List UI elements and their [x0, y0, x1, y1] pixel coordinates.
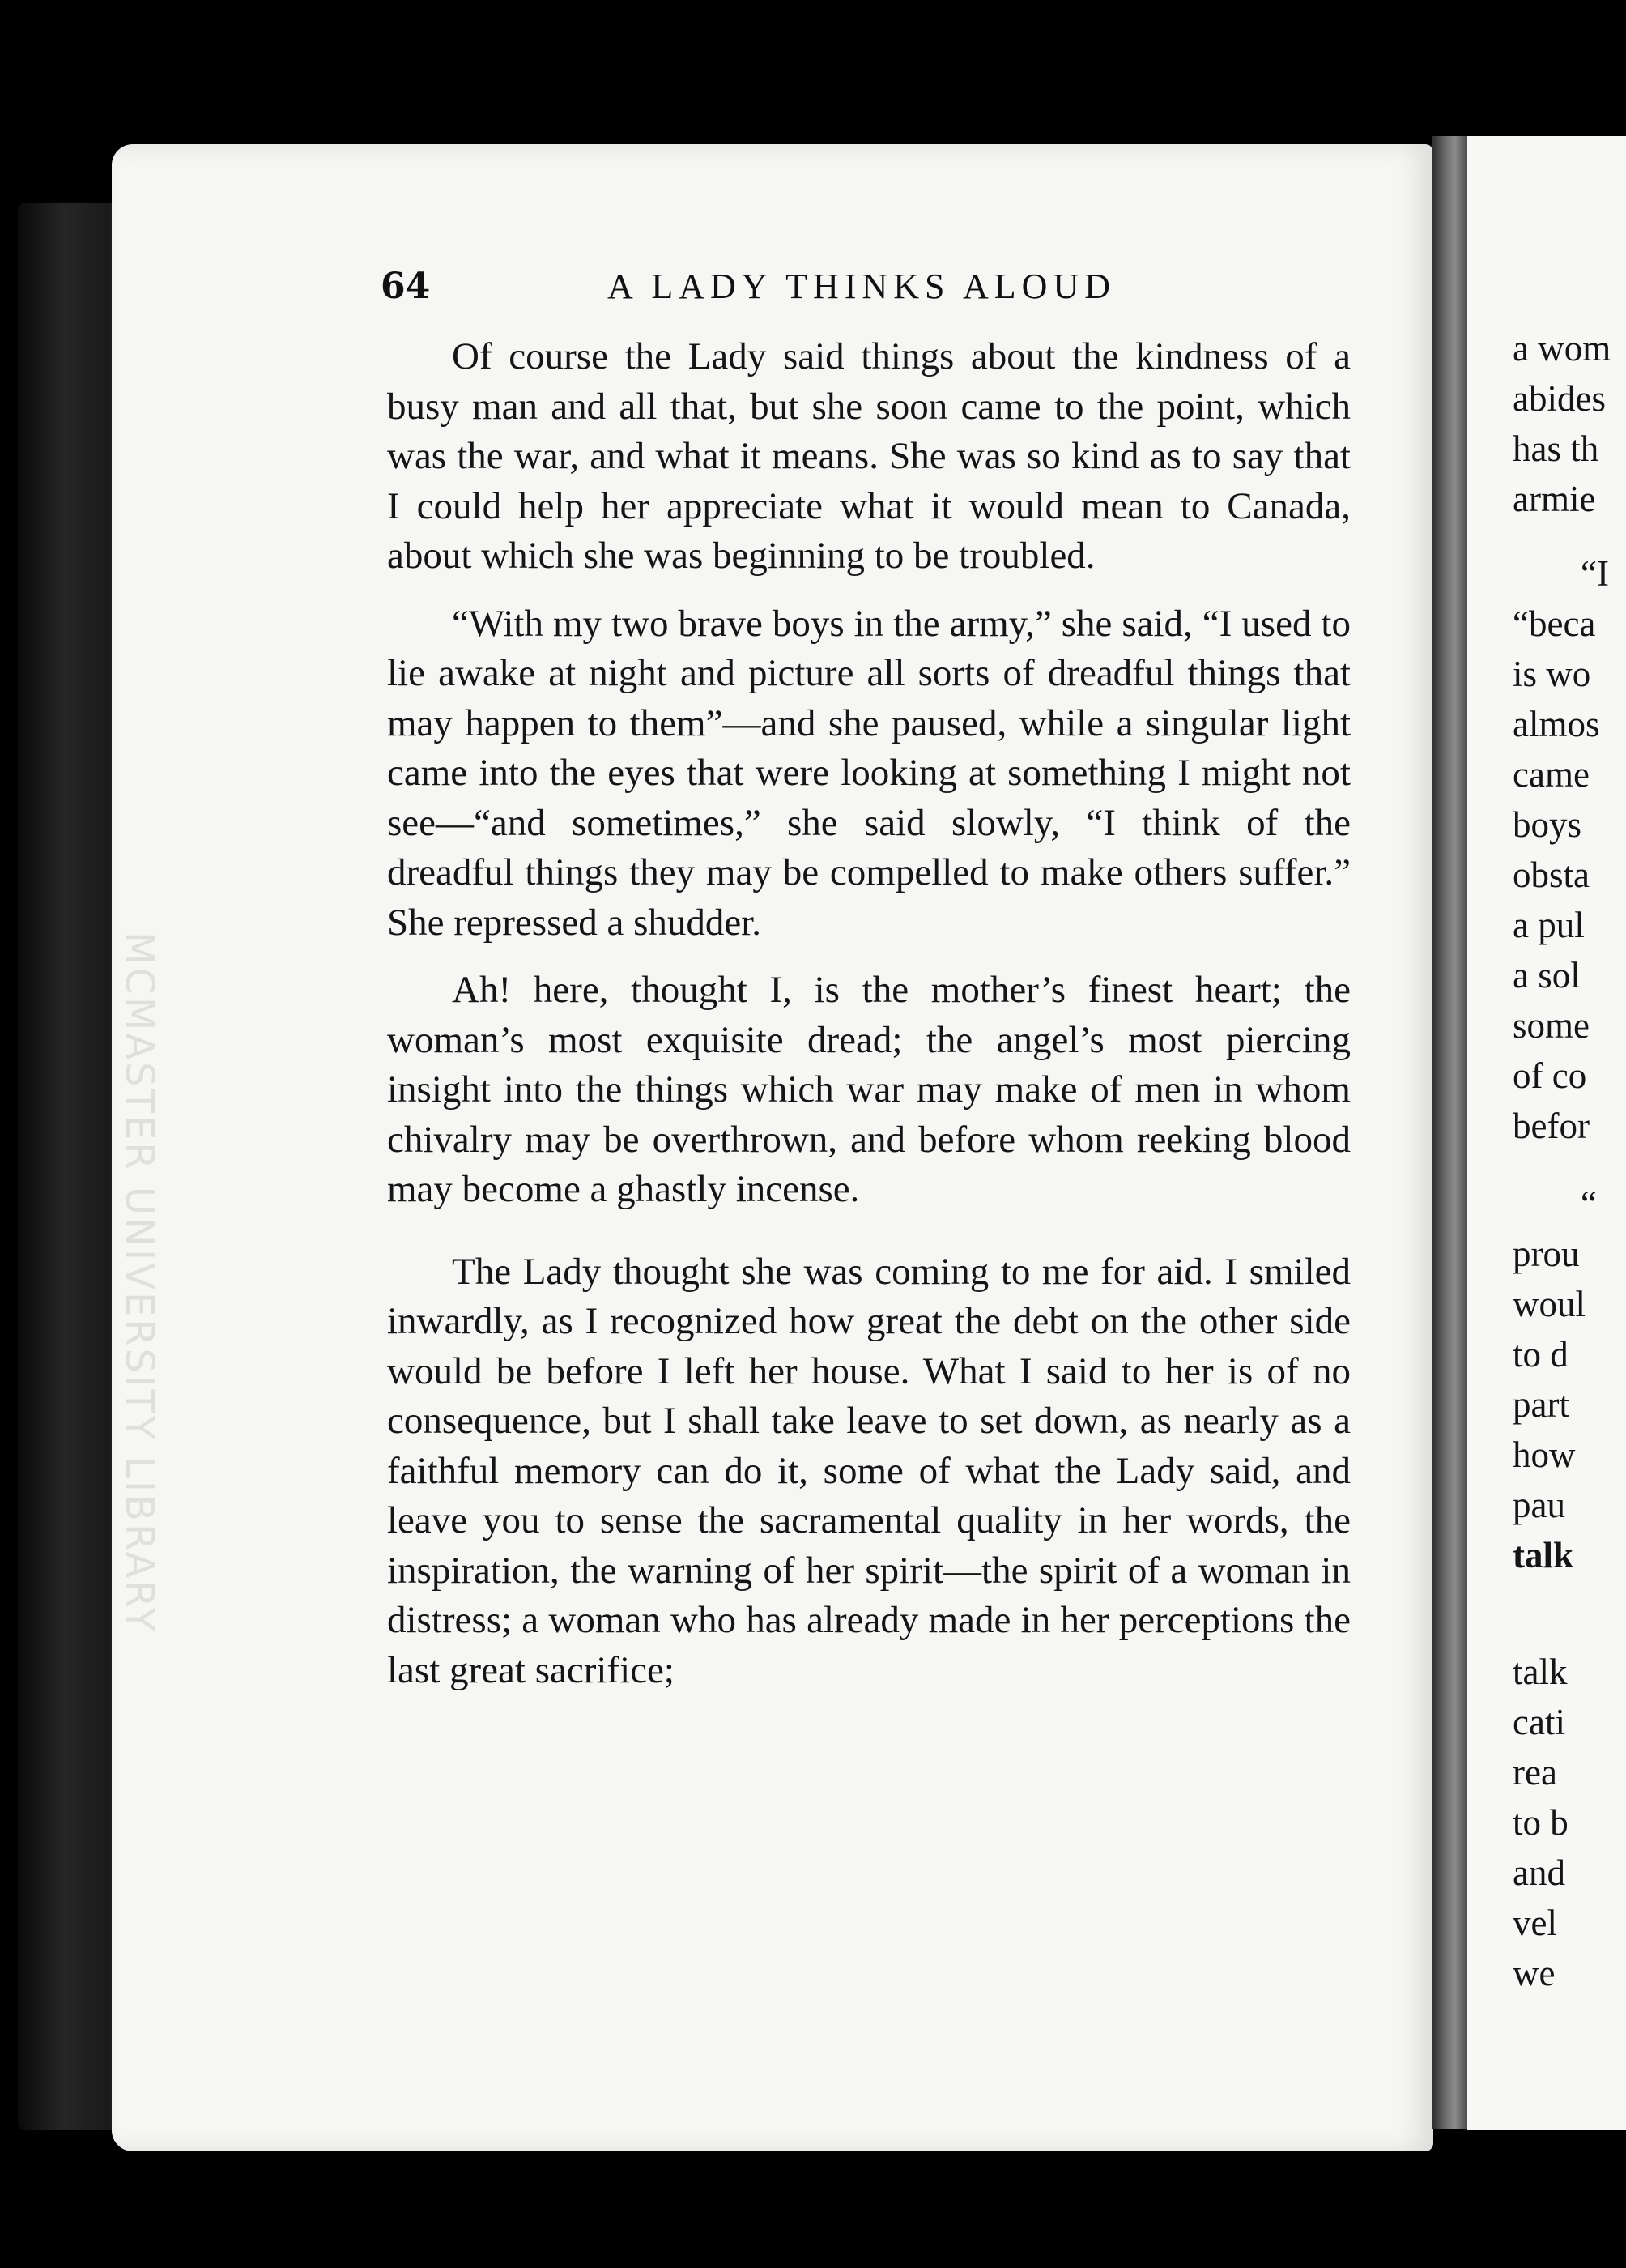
- body-text: [387, 332, 1351, 1713]
- right-page-line: a pul: [1513, 905, 1585, 945]
- right-page-line: “: [1581, 1183, 1597, 1224]
- paragraph: “With my two brave boys in the army,” she said, “I used to lie awake at night and picture all sorts of dreadful things that may happen to them”—and she paused, while a singular light came into the eyes that were looking at something I might not see—“and sometimes,” she said slowly, “I think of the dreadful things they may be compelled to make others suffer.” She repressed a shudder.: [387, 602, 1351, 944]
- right-page-line: rea: [1513, 1752, 1557, 1793]
- right-page-line: part: [1513, 1384, 1569, 1425]
- right-page-line: and: [1513, 1852, 1565, 1893]
- right-page-line: has th: [1513, 428, 1599, 469]
- right-page-line: we: [1513, 1953, 1556, 1993]
- right-page-line: befor: [1513, 1106, 1590, 1146]
- right-page-line: of co: [1513, 1055, 1587, 1096]
- right-page-line: almos: [1513, 704, 1600, 744]
- right-page-line: “I: [1581, 553, 1609, 594]
- right-page-line: woul: [1513, 1284, 1586, 1324]
- running-head: [381, 259, 1377, 324]
- paragraph: Of course the Lady said things about the kindness of a busy man and all that, but she soon came to the point, which was the war, and what it means. She was so kind as to say that I could help her appreciate what it would mean to Canada, about which she was beginning to be troubled.: [387, 335, 1351, 577]
- paragraph: The Lady thought she was coming to me for aid. I smiled inwardly, as I recognized how great the debt on the other side would be before I left her house. What I said to her is of no consequence, but I shall take leave to set down, as nearly as a faithful memory can do it, some of what the Lady said, and leave you to sense the sacramental quality in her words, the inspiration, the warning of her spirit—the spirit of a woman in distress; a woman who has already made in her perceptions the last great sacrifice;: [387, 1250, 1351, 1691]
- right-page-line: armie: [1513, 479, 1596, 519]
- right-page-line: is wo: [1513, 654, 1591, 694]
- paragraph: Ah! here, thought I, is the mother’s finest heart; the woman’s most exquisite dread; the angel’s most piercing insight into the things which war may make of men in whom chivalry may be overthrown, and before whom reeking blood may become a ghastly incense.: [387, 969, 1351, 1210]
- right-page-line: a wom: [1513, 328, 1611, 369]
- right-page-line: pau: [1513, 1485, 1565, 1525]
- book-gutter: [1432, 136, 1471, 2129]
- right-page-line: to d: [1513, 1334, 1569, 1375]
- right-page-line: some: [1513, 1005, 1590, 1046]
- right-page-line: abides: [1513, 378, 1606, 419]
- right-page-line: “beca: [1513, 603, 1596, 644]
- running-title: A LADY THINKS ALOUD: [607, 266, 1116, 306]
- right-page-line: how: [1513, 1435, 1576, 1475]
- right-page-line: a sol: [1513, 955, 1581, 995]
- right-page-line: vel: [1513, 1903, 1557, 1943]
- right-page-line: prou: [1513, 1234, 1580, 1274]
- right-page-line: talk: [1513, 1652, 1568, 1692]
- right-page-line: talk: [1513, 1535, 1574, 1575]
- right-page-line: came: [1513, 754, 1590, 795]
- right-page-line: boys: [1513, 804, 1582, 845]
- right-page-line: obsta: [1513, 855, 1590, 895]
- right-page-line: to b: [1513, 1802, 1569, 1843]
- right-page: [1467, 136, 1626, 2130]
- page-number: 64: [381, 266, 431, 307]
- right-page-line: cati: [1513, 1702, 1565, 1742]
